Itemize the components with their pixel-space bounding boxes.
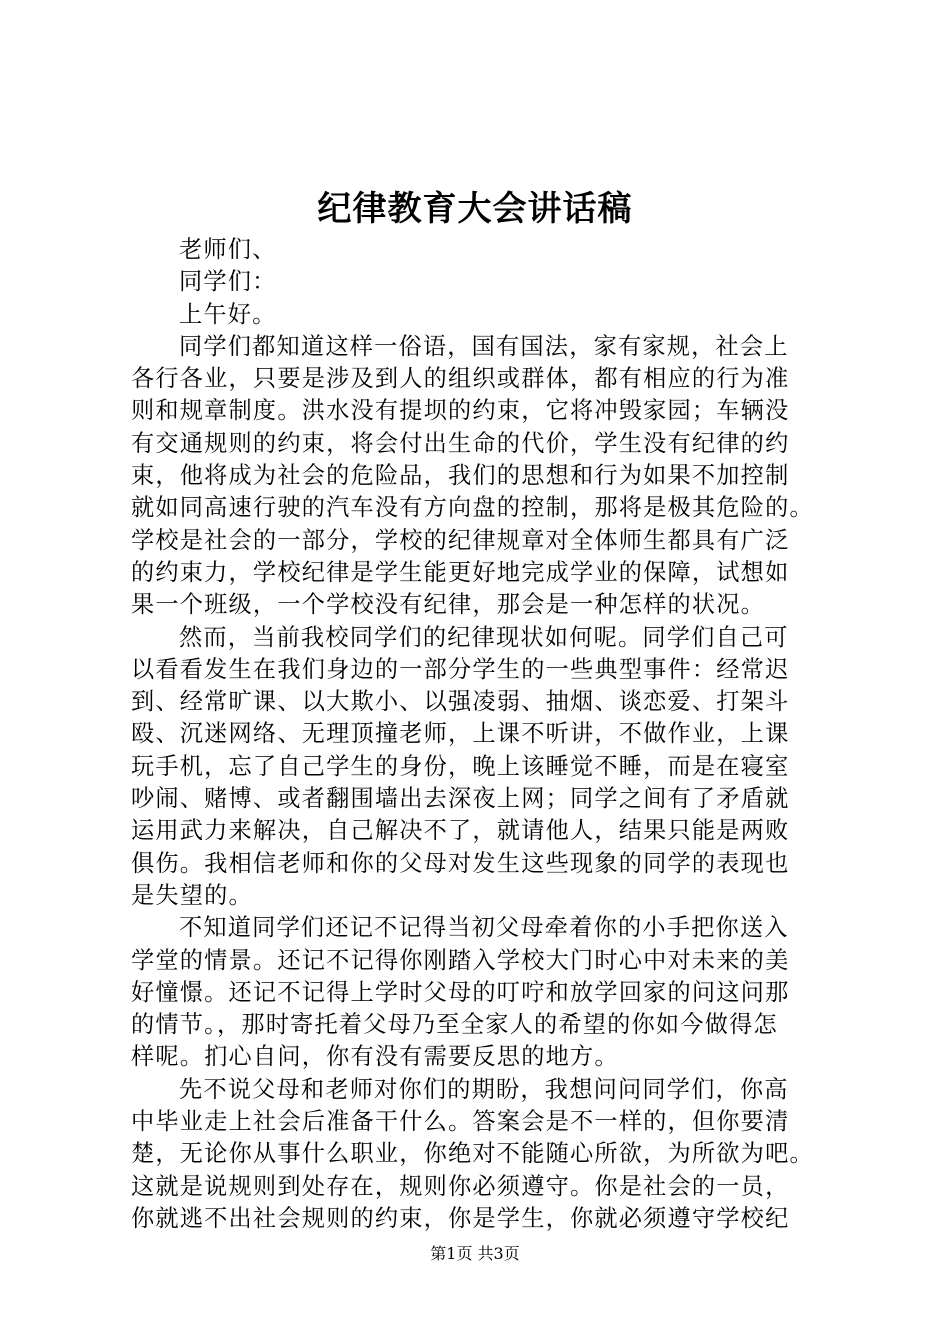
paragraph-line: 束，他将成为社会的危险品，我们的思想和行为如果不加控制 — [131, 462, 790, 490]
paragraph-line: 殴、沉迷网络、无理顶撞老师，上课不听讲，不做作业，上课 — [131, 720, 790, 748]
paragraph-line: 然而，当前我校同学们的纪律现状如何呢。同学们自己可 — [179, 623, 789, 651]
document-title: 纪律教育大会讲话稿 — [317, 189, 633, 229]
paragraph-line: 有交通规则的约束，将会付出生命的代价，学生没有纪律的约 — [131, 429, 790, 457]
paragraph-line: 玩手机，忘了自己学生的身份，晚上该睡觉不睡，而是在寝室 — [131, 752, 790, 780]
paragraph-line: 的情节。，那时寄托着父母乃至全家人的希望的你如今做得怎 — [131, 1011, 778, 1039]
paragraph-line: 学校是社会的一部分，学校的纪律规章对全体师生都具有广泛 — [131, 526, 790, 554]
paragraph-line: 果一个班级，一个学校没有纪律，那会是一种怎样的状况。 — [131, 591, 766, 619]
paragraph-line: 吵闹、赌博、或者翻围墙出去深夜上网；同学之间有了矛盾就 — [131, 785, 790, 813]
page-footer: 第1页 共3页 — [430, 1244, 520, 1263]
paragraph-line: 则和规章制度。洪水没有提坝的约束，它将冲毁家园；车辆没 — [131, 397, 790, 425]
paragraph-line: 学堂的情景。还记不记得你刚踏入学校大门时心中对未来的美 — [131, 946, 790, 974]
paragraph-line: 样呢。扪心自问，你有没有需要反思的地方。 — [131, 1043, 619, 1071]
salutation-line: 老师们、 — [179, 236, 277, 263]
paragraph-line: 这就是说规则到处存在，规则你必须遵守。你是社会的一员， — [131, 1172, 790, 1200]
paragraph-line: 楚，无论你从事什么职业，你绝对不能随心所欲，为所欲为吧。 — [131, 1140, 814, 1168]
salutation-line: 同学们： — [179, 268, 277, 296]
document-body — [131, 234, 841, 1235]
paragraph-line: 先不说父母和老师对你们的期盼，我想问问同学们，你高 — [179, 1075, 789, 1103]
paragraph-line: 不知道同学们还记不记得当初父母牵着你的小手把你送入 — [179, 914, 789, 942]
paragraph-line: 以看看发生在我们身边的一部分学生的一些典型事件：经常迟 — [131, 655, 790, 683]
paragraph-line: 运用武力来解决，自己解决不了，就请他人，结果只能是两败 — [131, 817, 790, 845]
paragraph-line: 你就逃不出社会规则的约束，你是学生，你就必须遵守学校纪 — [131, 1204, 790, 1232]
paragraph-line: 同学们都知道这样一俗语，国有国法，家有家规，社会上 — [179, 332, 789, 360]
paragraph-line: 中毕业走上社会后准备干什么。答案会是不一样的，但你要清 — [131, 1108, 790, 1136]
paragraph-line: 到、经常旷课、以大欺小、以强凌弱、抽烟、谈恋爱、打架斗 — [131, 688, 790, 716]
greeting-line: 上午好。 — [179, 300, 277, 328]
paragraph-line: 俱伤。我相信老师和你的父母对发生这些现象的同学的表现也 — [131, 849, 790, 877]
paragraph-line: 就如同高速行驶的汽车没有方向盘的控制，那将是极其危险的。 — [131, 494, 814, 522]
paragraph-line: 好憧憬。还记不记得上学时父母的叮咛和放学回家的问这问那 — [131, 978, 790, 1006]
paragraph-line: 是失望的。 — [131, 881, 253, 909]
paragraph-line: 的约束力，学校纪律是学生能更好地完成学业的保障，试想如 — [131, 558, 790, 586]
paragraph-line: 各行各业，只要是涉及到人的组织或群体，都有相应的行为准 — [131, 365, 790, 393]
